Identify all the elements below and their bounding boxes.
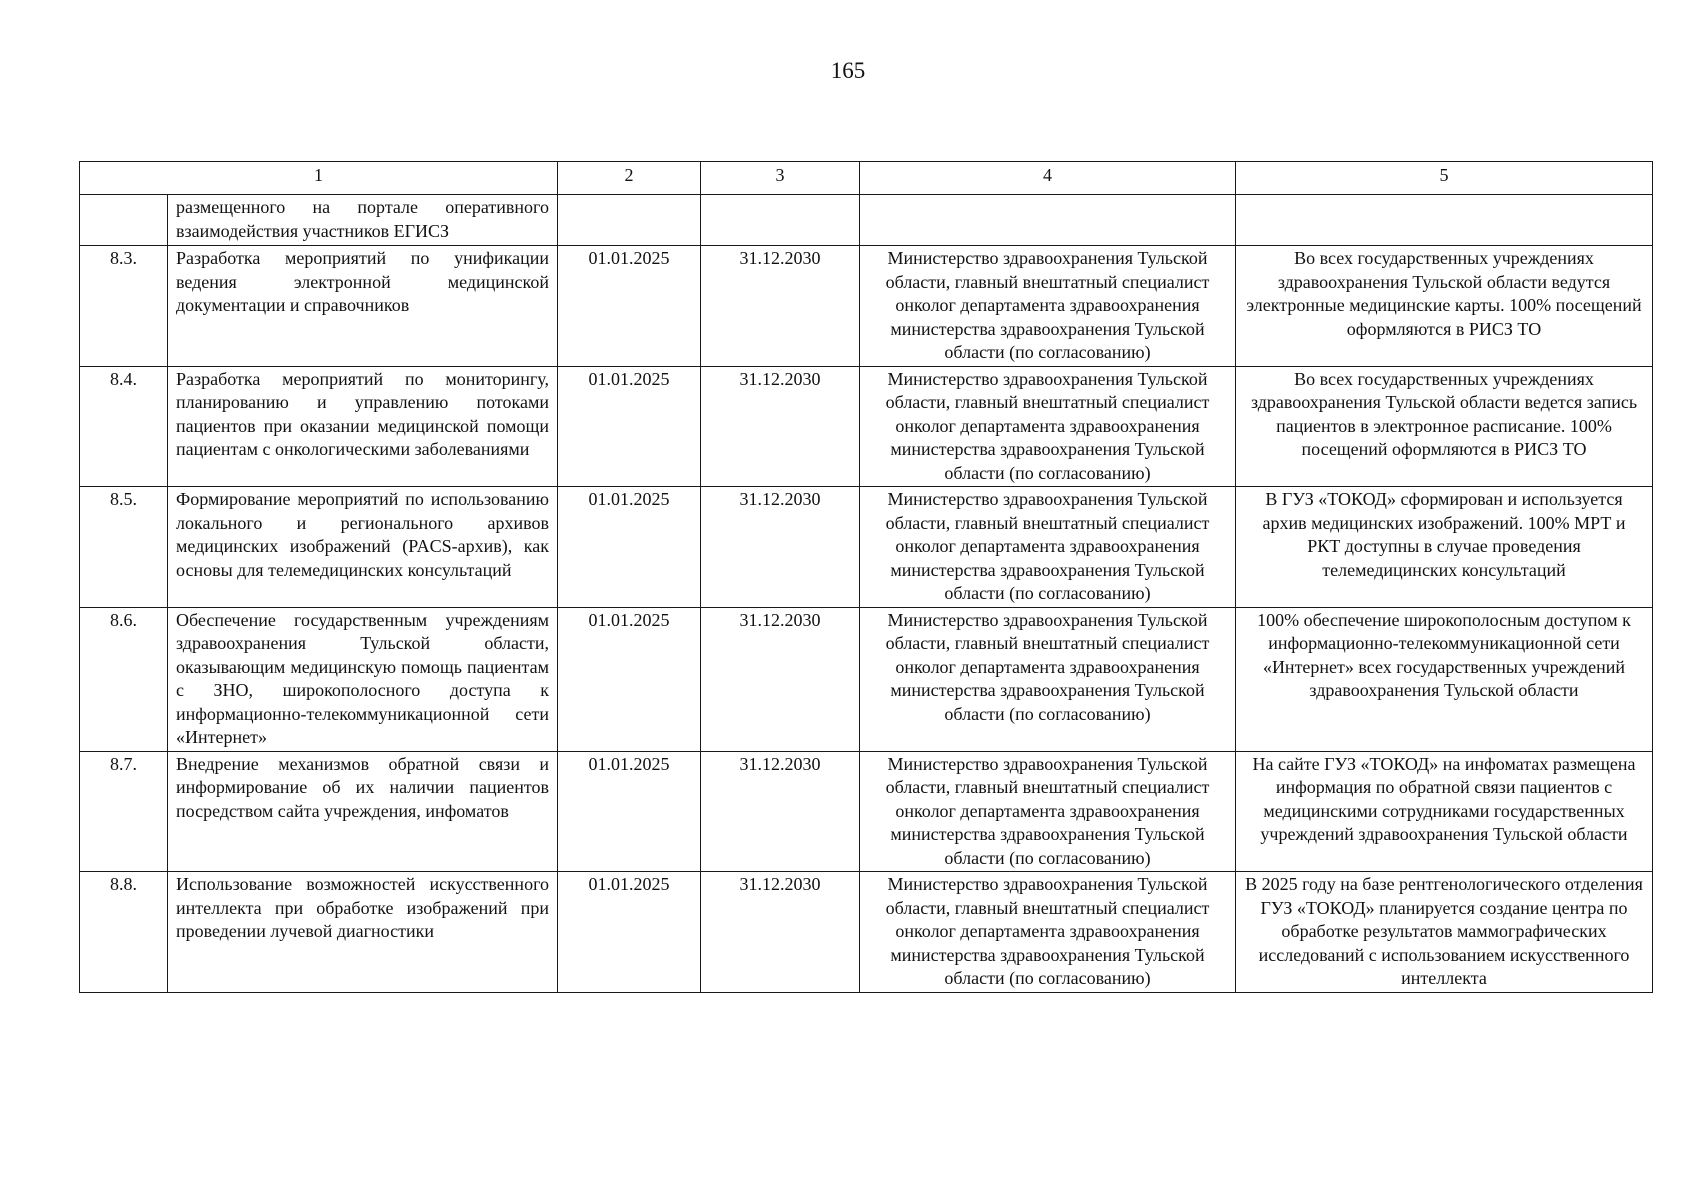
header-col-1: 1: [80, 162, 558, 195]
row-number: 8.4.: [80, 366, 168, 487]
header-col-4: 4: [860, 162, 1236, 195]
expected-result: На сайте ГУЗ «ТОКОД» на инфоматах размещена информация по обратной связи пациентов с медицинскими сотрудниками государственных учреждений здравоохранения Тульской области: [1236, 751, 1653, 872]
start-date: 01.01.2025: [558, 246, 701, 367]
table-row: [80, 751, 1653, 872]
responsible: Министерство здравоохранения Тульской области, главный внештатный специалист онколог департамента здравоохранения министерства здравоохранения Тульской области (по согласованию): [860, 751, 1236, 872]
table-row: [80, 487, 1653, 608]
table-row: [80, 366, 1653, 487]
expected-result: В 2025 году на базе рентгенологического отделения ГУЗ «ТОКОД» планируется создание центра по обработке результатов маммографических исследований с использованием искусственного интеллекта: [1236, 872, 1653, 993]
measure-name: Обеспечение государственным учреждениям здравоохранения Тульской области, оказывающим медицинскую помощь пациентам с ЗНО, широкополосного доступа к информационно-телекоммуникационной сети «Интернет»: [168, 607, 558, 751]
expected-result: Во всех государственных учреждениях здравоохранения Тульской области ведется запись пациентов в электронное расписание. 100% посещений оформляются в РИСЗ ТО: [1236, 366, 1653, 487]
measures-table: [79, 161, 1653, 993]
start-date: [558, 195, 701, 246]
start-date: 01.01.2025: [558, 487, 701, 608]
end-date: 31.12.2030: [701, 487, 860, 608]
expected-result: 100% обеспечение широкополосным доступом к информационно-телекоммуникационной сети «Интернет» всех государственных учреждений здравоохранения Тульской области: [1236, 607, 1653, 751]
measure-name: Использование возможностей искусственного интеллекта при обработке изображений при проведении лучевой диагностики: [168, 872, 558, 993]
row-number: 8.6.: [80, 607, 168, 751]
header-col-5: 5: [1236, 162, 1653, 195]
expected-result: Во всех государственных учреждениях здравоохранения Тульской области ведутся электронные медицинские карты. 100% посещений оформляются в РИСЗ ТО: [1236, 246, 1653, 367]
responsible: Министерство здравоохранения Тульской области, главный внештатный специалист онколог департамента здравоохранения министерства здравоохранения Тульской области (по согласованию): [860, 872, 1236, 993]
page-number: 165: [830, 58, 866, 83]
measure-name: Внедрение механизмов обратной связи и информирование об их наличии пациентов посредством сайта учреждения, инфоматов: [168, 751, 558, 872]
row-number: 8.5.: [80, 487, 168, 608]
table-row: [80, 246, 1653, 367]
end-date: [701, 195, 860, 246]
measure-name: Разработка мероприятий по мониторингу, планированию и управлению потоками пациентов при оказании медицинской помощи пациентам с онкологическими заболеваниями: [168, 366, 558, 487]
start-date: 01.01.2025: [558, 751, 701, 872]
start-date: 01.01.2025: [558, 366, 701, 487]
responsible: Министерство здравоохранения Тульской области, главный внештатный специалист онколог департамента здравоохранения министерства здравоохранения Тульской области (по согласованию): [860, 246, 1236, 367]
table-row: [80, 872, 1653, 993]
responsible: Министерство здравоохранения Тульской области, главный внештатный специалист онколог департамента здравоохранения министерства здравоохранения Тульской области (по согласованию): [860, 607, 1236, 751]
header-col-2: 2: [558, 162, 701, 195]
table-row: [80, 607, 1653, 751]
start-date: 01.01.2025: [558, 607, 701, 751]
row-number: 8.8.: [80, 872, 168, 993]
end-date: 31.12.2030: [701, 607, 860, 751]
header-col-3: 3: [701, 162, 860, 195]
measure-name: Разработка мероприятий по унификации ведения электронной медицинской документации и справочников: [168, 246, 558, 367]
row-number: [80, 195, 168, 246]
measure-name: Формирование мероприятий по использованию локального и регионального архивов медицинских изображений (PACS-архив), как основы для телемедицинских консультаций: [168, 487, 558, 608]
responsible: [860, 195, 1236, 246]
header-row: [80, 162, 1653, 195]
end-date: 31.12.2030: [701, 246, 860, 367]
end-date: 31.12.2030: [701, 872, 860, 993]
end-date: 31.12.2030: [701, 751, 860, 872]
end-date: 31.12.2030: [701, 366, 860, 487]
responsible: Министерство здравоохранения Тульской области, главный внештатный специалист онколог департамента здравоохранения министерства здравоохранения Тульской области (по согласованию): [860, 487, 1236, 608]
continuation-row: [80, 195, 1653, 246]
start-date: 01.01.2025: [558, 872, 701, 993]
row-number: 8.3.: [80, 246, 168, 367]
responsible: Министерство здравоохранения Тульской области, главный внештатный специалист онколог департамента здравоохранения министерства здравоохранения Тульской области (по согласованию): [860, 366, 1236, 487]
measure-name: размещенного на портале оперативного взаимодействия участников ЕГИСЗ: [168, 195, 558, 246]
row-number: 8.7.: [80, 751, 168, 872]
expected-result: В ГУЗ «ТОКОД» сформирован и используется архив медицинских изображений. 100% МРТ и РКТ доступны в случае проведения телемедицинских консультаций: [1236, 487, 1653, 608]
expected-result: [1236, 195, 1653, 246]
